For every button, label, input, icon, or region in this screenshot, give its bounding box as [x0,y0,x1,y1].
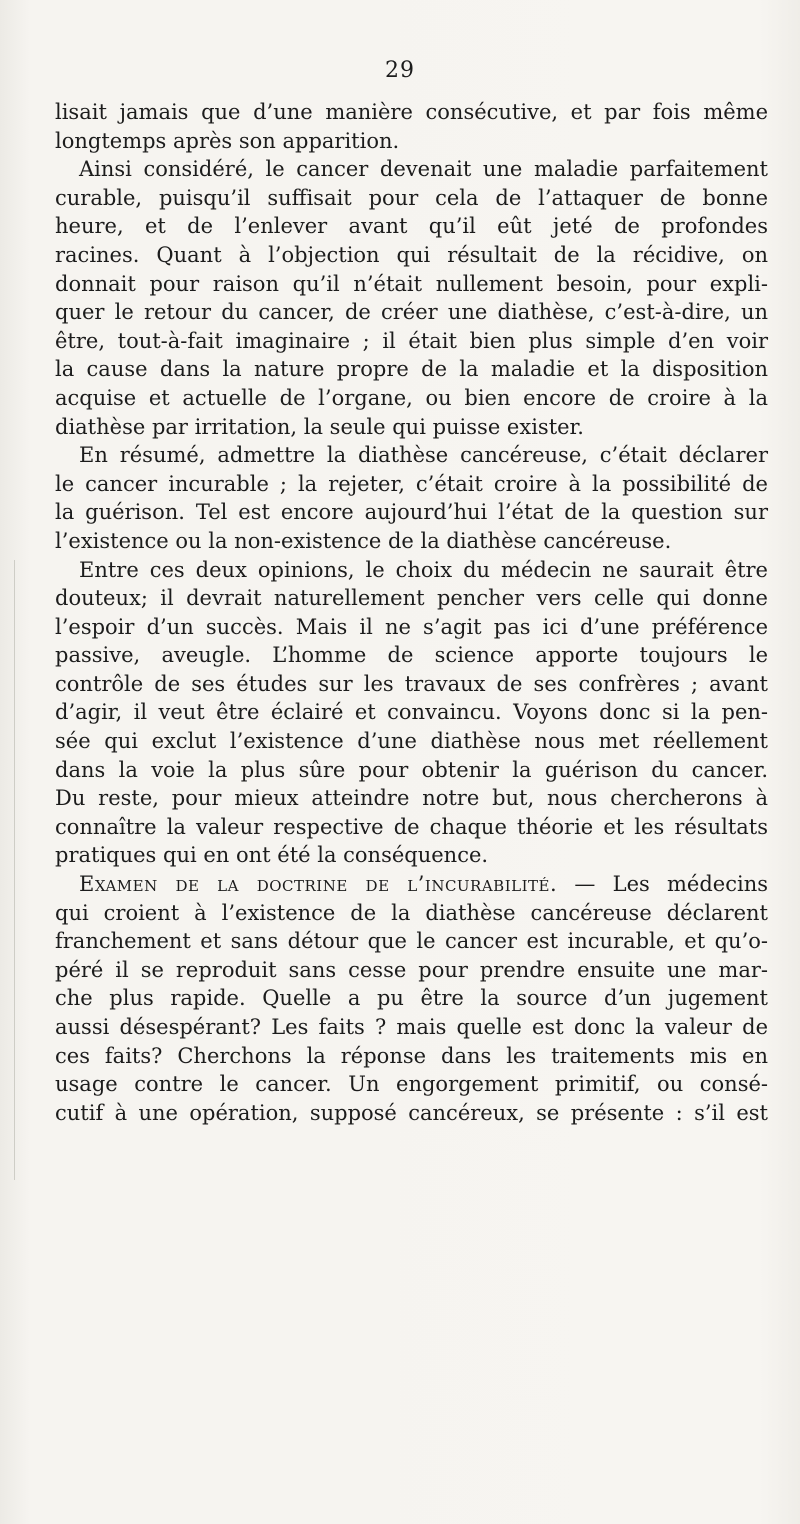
text-line: la cause dans la nature propre de la maladie et la disposition [55,357,768,382]
text-line-rest: — Les médecins [557,872,768,897]
text-line: l’existence ou la non-existence de la diathèse cancéreuse. [55,528,672,553]
text-line: pratiques qui en ont été la conséquence. [55,843,489,868]
text-line: heure, et de l’enlever avant qu’il eût jeté de profondes [55,214,768,239]
text-line: lisait jamais que d’une manière consécutive, et par fois même [55,100,768,124]
text-line: douteux; il devrait naturellement pencher vers celle qui donne [55,586,768,611]
text-line [55,870,768,899]
body-text [55,98,768,1127]
text-line: ces faits? Cherchons la réponse dans les traitements mis en [55,1043,768,1068]
text-line: cutif à une opération, supposé cancéreux, se présente : s’il est [55,1100,768,1125]
text-line: longtemps après son apparition. [55,128,400,153]
text-line: passive, aveugle. L’homme de science apporte toujours le [55,643,768,668]
text-line: En résumé, admettre la diathèse cancéreuse, c’était déclarer [79,443,768,468]
text-line: Entre ces deux opinions, le choix du médecin ne saurait être [79,557,768,582]
text-line: Ainsi considéré, le cancer devenait une maladie parfaitement [79,157,768,182]
text-line: qui croient à l’existence de la diathèse cancéreuse déclarent [55,900,768,925]
margin-rule [14,560,15,1180]
text-line: dans la voie la plus sûre pour obtenir la guérison du cancer. [55,757,768,782]
text-line: d’agir, il veut être éclairé et convaincu. Voyons donc si la pen- [55,700,768,725]
text-line: diathèse par irritation, la seule qui puisse exister. [55,414,584,439]
text-line: connaître la valeur respective de chaque théorie et les résultats [55,814,768,839]
text-line: racines. Quant à l’objection qui résultait de la récidive, on [55,242,768,267]
text-line: che plus rapide. Quelle a pu être la source d’un jugement [55,986,768,1011]
text-line: aussi désespérant? Les faits ? mais quelle est donc la valeur de [55,1015,768,1039]
text-line: la guérison. Tel est encore aujourd’hui l’état de la question sur [55,500,768,525]
text-line: être, tout-à-fait imaginaire ; il était bien plus simple d’en voir [55,328,768,353]
text-line: curable, puisqu’il suffisait pour cela de l’attaquer de bonne [55,185,768,210]
text-line: Du reste, pour mieux atteindre notre but, nous chercherons à [55,786,768,811]
text-line: donnait pour raison qu’il n’était nullement besoin, pour expli- [55,271,768,296]
text-line: l’espoir d’un succès. Mais il ne s’agit pas ici d’une préférence [55,614,768,639]
text-line: acquise et actuelle de l’organe, ou bien encore de croire à la [55,385,768,410]
text-line: péré il se reproduit sans cesse pour prendre ensuite une mar- [55,957,768,982]
text-line: quer le retour du cancer, de créer une diathèse, c’est-à-dire, un [55,300,768,325]
page-number: 29 [385,58,415,83]
text-line: franchement et sans détour que le cancer est incurable, et qu’o- [55,929,768,954]
text-line: usage contre le cancer. Un engorgement primitif, ou consé- [55,1072,768,1097]
text-line: contrôle de ses études sur les travaux de ses confrères ; avant [55,671,768,696]
section-heading: Examen de la doctrine de l’incurabilité. [79,872,558,897]
text-line: sée qui exclut l’existence d’une diathèse nous met réellement [55,729,768,754]
text-line: le cancer incurable ; la rejeter, c’était croire à la possibilité de [55,471,768,496]
